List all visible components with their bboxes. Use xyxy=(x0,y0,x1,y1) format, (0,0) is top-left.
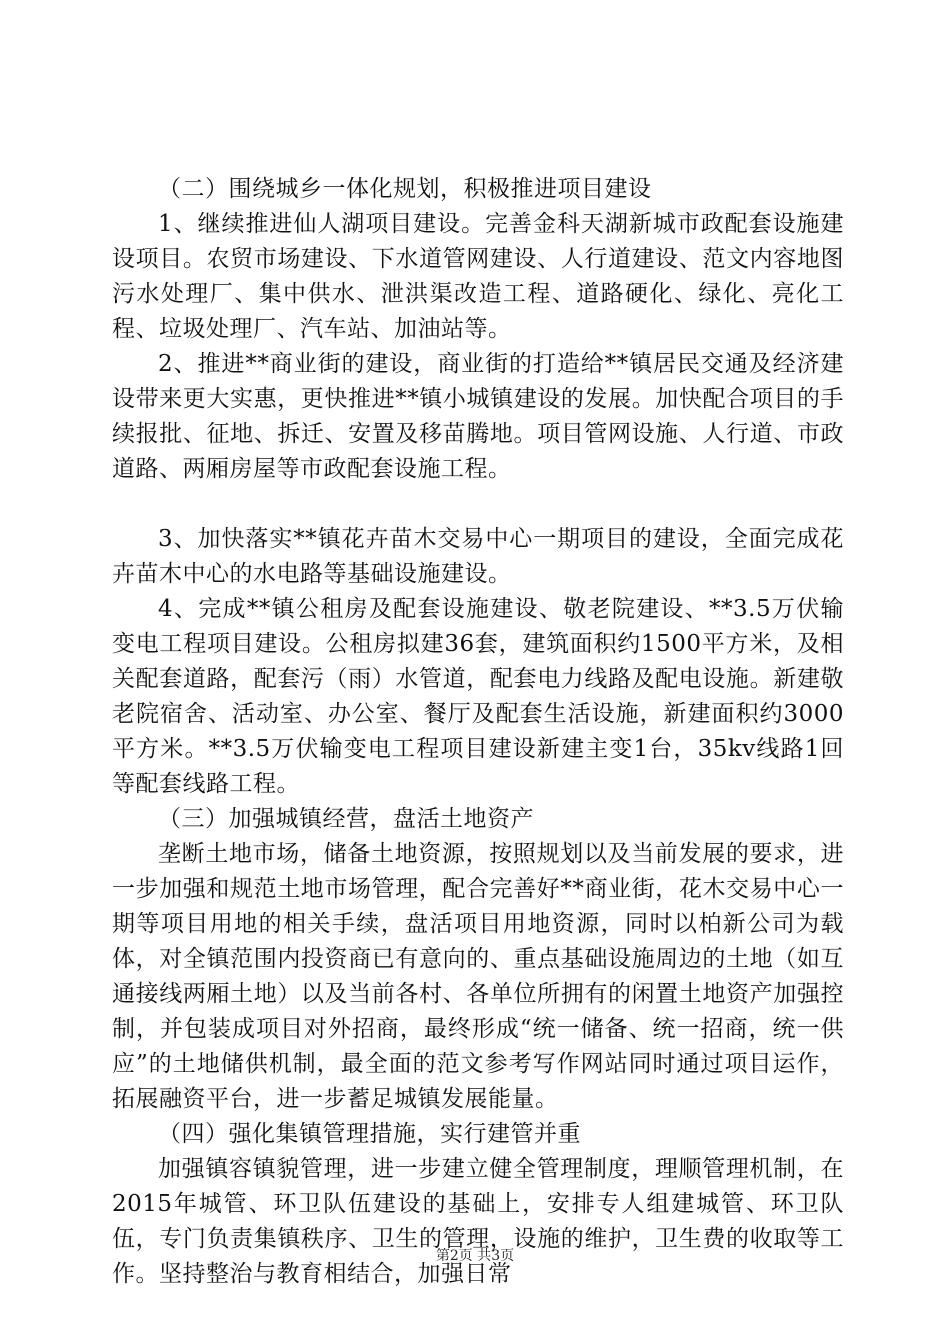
paragraph-item-1: 1、继续推进仙人湖项目建设。完善金科天湖新城市政配套设施建设项目。农贸市场建设、下水道管网建设、人行道建设、范文内容地图污水处理厂、集中供水、泄洪渠改造工程、道路硬化、绿化、亮化工程、垃圾处理厂、汽车站、加油站等。 xyxy=(112,211,844,342)
document-body xyxy=(112,172,844,1292)
paragraph-item-2: 2、推进**商业街的建设，商业街的打造给**镇居民交通及经济建设带来更大实惠，更快推进**镇小城镇建设的发展。加快配合项目的手续报批、征地、拆迁、安置及移苗腾地。项目管网设施、人行道、市政道路、两厢房屋等市政配套设施工程。 xyxy=(112,351,844,482)
paragraph-management: 加强镇容镇貌管理，进一步建立健全管理制度，理顺管理机制，在2015年城管、环卫队伍建设的基础上，安排专人组建城管、环卫队伍，专门负责集镇秩序、卫生的管理，设施的维护，卫生费的收取等工作。坚持整治与教育相结合，加强日常 xyxy=(112,1156,844,1287)
page-footer: 第2页 共3页 xyxy=(435,1248,515,1264)
paragraph-item-4: 4、完成**镇公租房及配套设施建设、敬老院建设、**3.5万伏输变电工程项目建设。公租房拟建36套，建筑面积约1500平方米，及相关配套道路，配套污（雨）水管道，配套电力线路及配电设施。新建敬老院宿舍、活动室、办公室、餐厅及配套生活设施，新建面积约3000平方米。**3.5万伏输变电工程项目建设新建主变1台，35kv线路1回等配套线路工程。 xyxy=(112,596,844,797)
section-heading-4: （四）强化集镇管理措施，实行建管并重 xyxy=(158,1121,581,1147)
section-heading-3: （三）加强城镇经营，盘活土地资产 xyxy=(158,806,534,832)
section-heading-2: （二）围绕城乡一体化规划，积极推进项目建设 xyxy=(158,176,652,202)
paragraph-land: 垄断土地市场，储备土地资源，按照规划以及当前发展的要求，进一步加强和规范土地市场管理，配合完善好**商业街，花木交易中心一期等项目用地的相关手续，盘活项目用地资源，同时以柏新公司为载体，对全镇范围内投资商已有意向的、重点基础设施周边的土地（如互通接线两厢土地）以及当前各村、各单位所拥有的闲置土地资产加强控制，并包装成项目对外招商，最终形成“统一储备、统一招商，统一供应”的土地储供机制，最全面的范文参考写作网站同时通过项目运作，拓展融资平台，进一步蓄足城镇发展能量。 xyxy=(112,841,844,1112)
paragraph-item-3: 3、加快落实**镇花卉苗木交易中心一期项目的建设，全面完成花卉苗木中心的水电路等基础设施建设。 xyxy=(112,526,844,587)
